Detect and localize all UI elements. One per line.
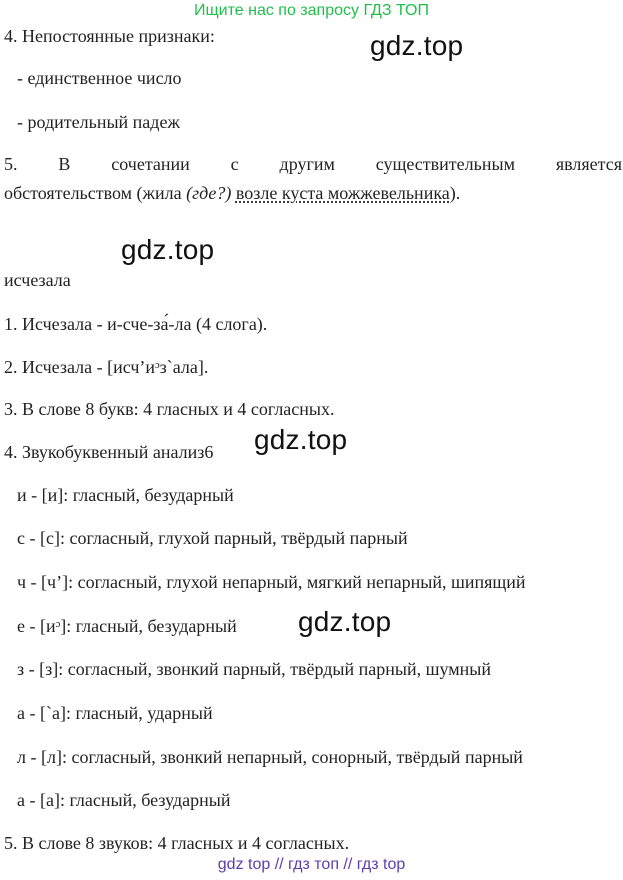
- sound-item: з - [з]: согласный, звонкий парный, твёрдый парный, шумный: [17, 659, 491, 679]
- syntax-role-line-1: 5. В сочетании с другим существительным является: [4, 154, 622, 174]
- watermark: gdz.top: [298, 606, 392, 637]
- top-banner: Ищите нас по запросу ГДЗ ТОП: [194, 2, 429, 19]
- syntax-role-text: обстоятельством (жила: [4, 183, 187, 203]
- watermark: gdz.top: [121, 234, 215, 265]
- sound-item: а - [`а]: гласный, ударный: [17, 703, 213, 723]
- syntax-role-end: ).: [449, 183, 461, 203]
- feature-item: - родительный падеж: [17, 112, 180, 132]
- features-heading: 4. Непостоянные признаки:: [4, 26, 215, 46]
- underlined-phrase: возле куста можжевельника: [235, 183, 450, 203]
- syntax-role-line-2: [4, 182, 460, 204]
- watermark: gdz.top: [254, 424, 348, 455]
- transcription-line: 2. Исчезала - [исч’иᵓз`ала].: [4, 357, 209, 377]
- analyzed-word: исчезала: [4, 270, 71, 290]
- question-text: (где?): [186, 183, 232, 203]
- sound-item: е - [иᵓ]: гласный, безударный: [17, 616, 237, 636]
- sound-analysis-heading: 4. Звукобуквенный анализ6: [4, 442, 214, 462]
- sounds-count-line: 5. В слове 8 звуков: 4 гласных и 4 согласных.: [4, 833, 350, 853]
- sound-item: ч - [ч’]: согласный, глухой непарный, мягкий непарный, шипящий: [17, 572, 526, 592]
- syllables-line: 1. Исчезала - и-сче-за́-ла (4 слога).: [4, 314, 268, 334]
- watermark: gdz.top: [370, 30, 464, 61]
- sound-item: а - [а]: гласный, безударный: [17, 790, 231, 810]
- letters-count-line: 3. В слове 8 букв: 4 гласных и 4 согласных.: [4, 399, 335, 419]
- feature-item: - единственное число: [17, 68, 182, 88]
- sound-item: и - [и]: гласный, безударный: [17, 485, 234, 505]
- footer-links: gdz top // гдз топ // гдз top: [217, 856, 406, 873]
- sound-item: л - [л]: согласный, звонкий непарный, сонорный, твёрдый парный: [17, 747, 523, 767]
- sound-item: с - [с]: согласный, глухой парный, твёрдый парный: [17, 528, 408, 548]
